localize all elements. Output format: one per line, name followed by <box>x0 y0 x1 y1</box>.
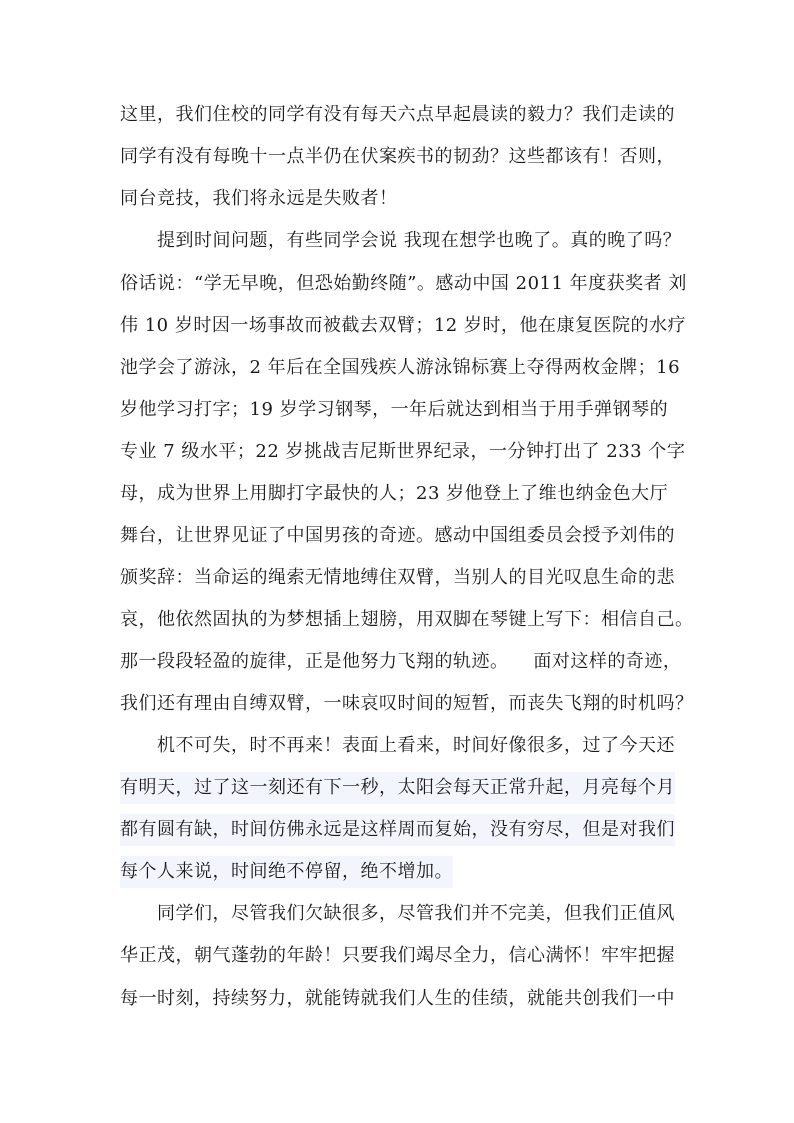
highlighted-text-line: 每个人来说，时间绝不停留，绝不增加。 <box>120 856 453 888</box>
text-line: 母，成为世界上用脚打字最快的人；23 岁他登上了维也纳金色大厅 <box>120 483 669 504</box>
text-line: 我们还有理由自缚双臂，一味哀叹时间的短暂，而丧失飞翔的时机吗？ <box>120 693 694 714</box>
text-line: 哀，他依然固执的为梦想插上翅膀，用双脚在琴键上写下：相信自己。 <box>120 609 694 630</box>
highlighted-text-line: 有明天，过了这一刻还有下一秒，太阳会每天正常升起，月亮每个月 <box>120 772 675 804</box>
text-line: 同学们，尽管我们欠缺很多，尽管我们并不完美，但我们正值风 <box>157 903 675 924</box>
text-line: 同台竞技，我们将永远是失败者！ <box>120 188 398 209</box>
text-line: 舞台，让世界见证了中国男孩的奇迹。感动中国组委员会授予刘伟的 <box>120 525 675 546</box>
text-line: 岁他学习打字；19 岁学习钢琴，一年后就达到相当于用手弹钢琴的 <box>120 399 669 420</box>
highlighted-text-line: 都有圆有缺，时间仿佛永远是这样周而复始，没有穷尽，但是对我们 <box>120 814 675 846</box>
text-line: 专业 7 级水平；22 岁挑战吉尼斯世界纪录，一分钟打出了 233 个字 <box>120 441 686 462</box>
text-line: 这里，我们住校的同学有没有每天六点早起晨读的毅力？我们走读的 <box>120 104 675 125</box>
text-line: 伟 10 岁时因一场事故而被截去双臂；12 岁时，他在康复医院的水疗 <box>120 315 686 336</box>
text-line: 同学有没有每晚十一点半仍在伏案疾书的韧劲？这些都该有！否则， <box>120 146 675 167</box>
text-line: 颁奖辞：当命运的绳索无情地缚住双臂，当别人的目光叹息生命的悲 <box>120 567 675 588</box>
text-line: 池学会了游泳，2 年后在全国残疾人游泳锦标赛上夺得两枚金牌；16 <box>120 357 681 378</box>
text-line: 每一时刻，持续努力，就能铸就我们人生的佳绩，就能共创我们一中 <box>120 988 675 1009</box>
text-line: 那一段段轻盈的旋律，正是他努力飞翔的轨迹。 面对这样的奇迹， <box>120 651 682 672</box>
text-line: 华正茂，朝气蓬勃的年龄！只要我们竭尽全力，信心满怀！牢牢把握 <box>120 945 675 966</box>
text-line: 提到时间问题，有些同学会说 我现在想学也晚了。真的晚了吗？ <box>157 230 682 251</box>
text-line: 俗话说：“学无早晚，但恐始勤终随”。感动中国 2011 年度获奖者 刘 <box>120 273 687 294</box>
text-line: 机不可失，时不再来！表面上看来，时间好像很多，过了今天还 <box>157 735 675 756</box>
